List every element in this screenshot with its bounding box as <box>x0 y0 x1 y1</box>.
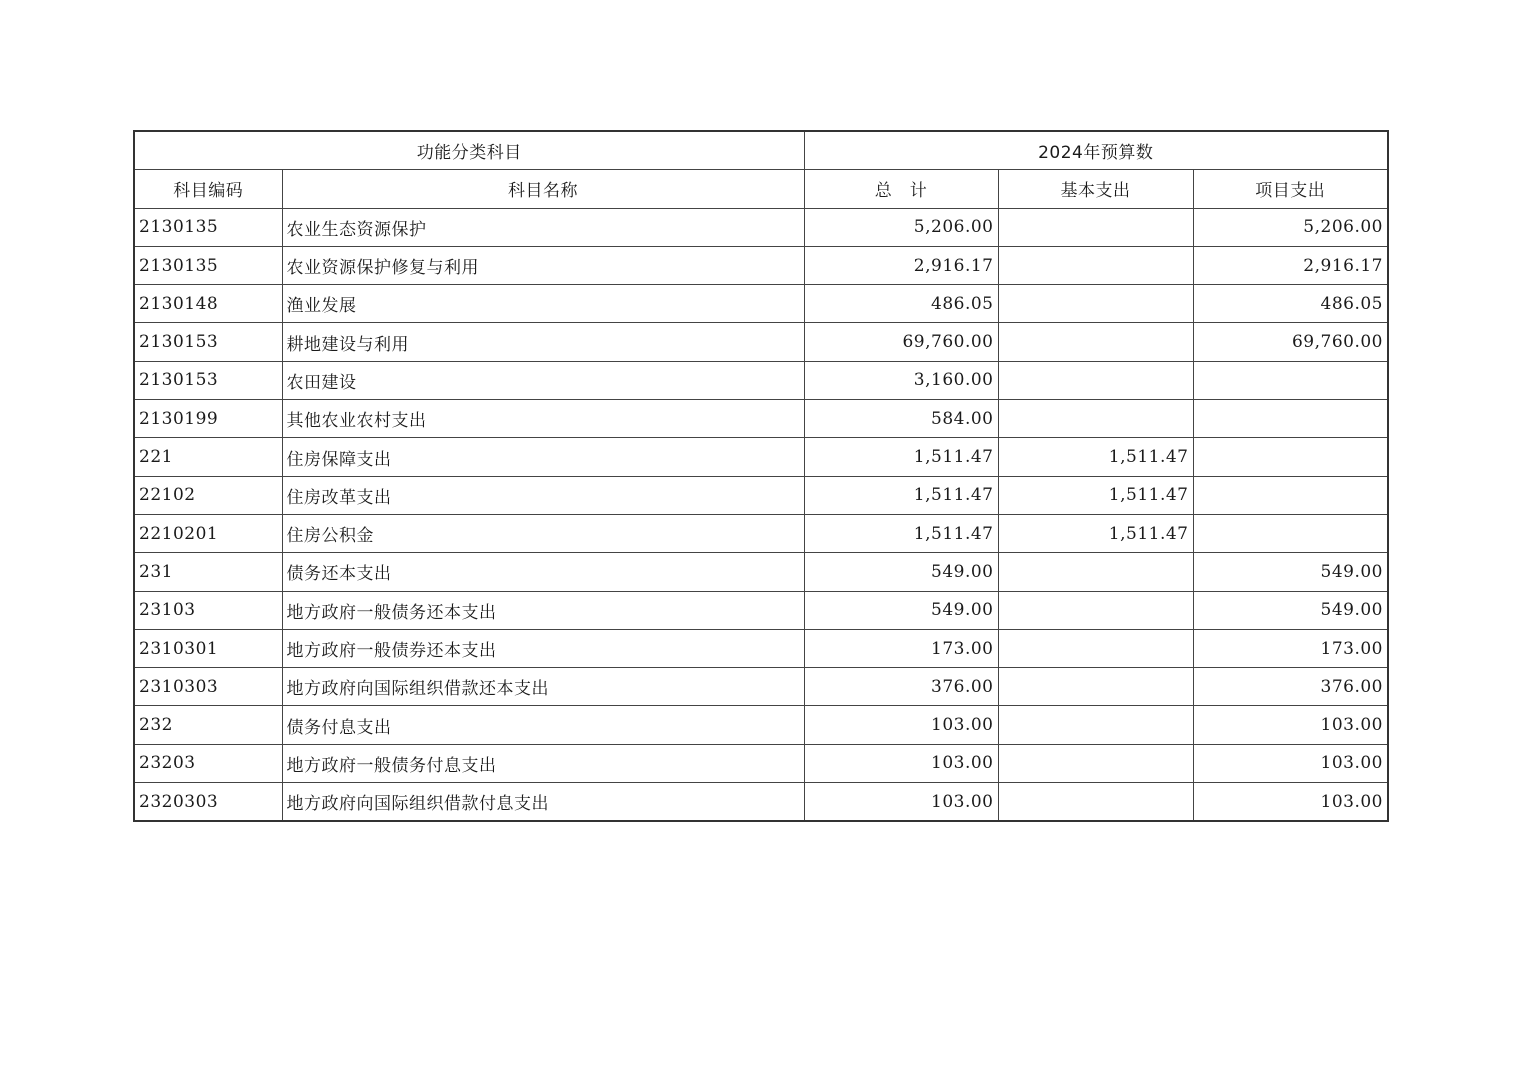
subject-name-cell: 地方政府一般债务付息支出 <box>282 744 804 782</box>
header-basic-expenditure: 基本支出 <box>998 170 1193 208</box>
subject-code-cell: 23203 <box>134 744 282 782</box>
basic-expenditure-cell <box>998 246 1193 284</box>
header-total: 总 计 <box>804 170 998 208</box>
table-row <box>134 438 1388 476</box>
subject-code-cell: 2130148 <box>134 285 282 323</box>
basic-expenditure-cell <box>998 783 1193 822</box>
basic-expenditure-cell <box>998 553 1193 591</box>
table-row <box>134 400 1388 438</box>
subject-code-cell: 2130199 <box>134 400 282 438</box>
subject-name-cell: 住房改革支出 <box>282 476 804 514</box>
basic-expenditure-cell <box>998 323 1193 361</box>
basic-expenditure-cell <box>998 285 1193 323</box>
subject-name-cell: 债务付息支出 <box>282 706 804 744</box>
total-cell: 2,916.17 <box>804 246 998 284</box>
subject-code-cell: 2130153 <box>134 323 282 361</box>
table-row <box>134 668 1388 706</box>
header-subject-name: 科目名称 <box>282 170 804 208</box>
budget-table <box>133 130 1389 822</box>
table-row <box>134 323 1388 361</box>
project-expenditure-cell <box>1193 361 1388 399</box>
project-expenditure-cell <box>1193 476 1388 514</box>
subject-name-cell: 住房公积金 <box>282 514 804 552</box>
subject-code-cell: 2310303 <box>134 668 282 706</box>
header-project-expenditure: 项目支出 <box>1193 170 1388 208</box>
table-row <box>134 629 1388 667</box>
subject-name-cell: 地方政府一般债务还本支出 <box>282 591 804 629</box>
project-expenditure-cell <box>1193 514 1388 552</box>
total-cell: 1,511.47 <box>804 476 998 514</box>
total-cell: 584.00 <box>804 400 998 438</box>
subject-name-cell: 耕地建设与利用 <box>282 323 804 361</box>
table-row <box>134 706 1388 744</box>
basic-expenditure-cell: 1,511.47 <box>998 514 1193 552</box>
total-cell: 103.00 <box>804 744 998 782</box>
subject-name-cell: 农业生态资源保护 <box>282 208 804 246</box>
total-cell: 376.00 <box>804 668 998 706</box>
subject-name-cell: 住房保障支出 <box>282 438 804 476</box>
project-expenditure-cell: 103.00 <box>1193 706 1388 744</box>
total-cell: 486.05 <box>804 285 998 323</box>
basic-expenditure-cell <box>998 400 1193 438</box>
total-cell: 103.00 <box>804 706 998 744</box>
table-row <box>134 208 1388 246</box>
subject-code-cell: 22102 <box>134 476 282 514</box>
total-cell: 3,160.00 <box>804 361 998 399</box>
total-cell: 549.00 <box>804 553 998 591</box>
total-cell: 103.00 <box>804 783 998 822</box>
basic-expenditure-cell: 1,511.47 <box>998 476 1193 514</box>
subject-code-cell: 221 <box>134 438 282 476</box>
project-expenditure-cell: 103.00 <box>1193 744 1388 782</box>
basic-expenditure-cell <box>998 361 1193 399</box>
subject-name-cell: 地方政府向国际组织借款付息支出 <box>282 783 804 822</box>
basic-expenditure-cell: 1,511.47 <box>998 438 1193 476</box>
header-column-row <box>134 170 1388 208</box>
basic-expenditure-cell <box>998 629 1193 667</box>
subject-name-cell: 地方政府一般债券还本支出 <box>282 629 804 667</box>
project-expenditure-cell <box>1193 438 1388 476</box>
header-budget-year: 2024年预算数 <box>804 131 1388 170</box>
basic-expenditure-cell <box>998 744 1193 782</box>
table-row <box>134 783 1388 822</box>
project-expenditure-cell: 5,206.00 <box>1193 208 1388 246</box>
subject-name-cell: 渔业发展 <box>282 285 804 323</box>
subject-name-cell: 农业资源保护修复与利用 <box>282 246 804 284</box>
basic-expenditure-cell <box>998 706 1193 744</box>
table-row <box>134 591 1388 629</box>
project-expenditure-cell: 69,760.00 <box>1193 323 1388 361</box>
subject-name-cell: 其他农业农村支出 <box>282 400 804 438</box>
subject-code-cell: 2130153 <box>134 361 282 399</box>
total-cell: 549.00 <box>804 591 998 629</box>
subject-code-cell: 2130135 <box>134 246 282 284</box>
project-expenditure-cell: 549.00 <box>1193 553 1388 591</box>
project-expenditure-cell: 2,916.17 <box>1193 246 1388 284</box>
project-expenditure-cell: 376.00 <box>1193 668 1388 706</box>
subject-code-cell: 23103 <box>134 591 282 629</box>
total-cell: 1,511.47 <box>804 514 998 552</box>
total-cell: 5,206.00 <box>804 208 998 246</box>
table-row <box>134 744 1388 782</box>
project-expenditure-cell <box>1193 400 1388 438</box>
header-subject-code: 科目编码 <box>134 170 282 208</box>
project-expenditure-cell: 549.00 <box>1193 591 1388 629</box>
subject-code-cell: 231 <box>134 553 282 591</box>
project-expenditure-cell: 103.00 <box>1193 783 1388 822</box>
basic-expenditure-cell <box>998 668 1193 706</box>
table-row <box>134 553 1388 591</box>
subject-name-cell: 债务还本支出 <box>282 553 804 591</box>
total-cell: 1,511.47 <box>804 438 998 476</box>
subject-code-cell: 2210201 <box>134 514 282 552</box>
subject-name-cell: 农田建设 <box>282 361 804 399</box>
subject-code-cell: 2310301 <box>134 629 282 667</box>
header-group-row <box>134 131 1388 170</box>
table-row <box>134 514 1388 552</box>
subject-code-cell: 232 <box>134 706 282 744</box>
basic-expenditure-cell <box>998 591 1193 629</box>
table-row <box>134 246 1388 284</box>
project-expenditure-cell: 486.05 <box>1193 285 1388 323</box>
table-row <box>134 476 1388 514</box>
header-functional-category: 功能分类科目 <box>134 131 804 170</box>
subject-code-cell: 2130135 <box>134 208 282 246</box>
total-cell: 69,760.00 <box>804 323 998 361</box>
project-expenditure-cell: 173.00 <box>1193 629 1388 667</box>
subject-name-cell: 地方政府向国际组织借款还本支出 <box>282 668 804 706</box>
table-row <box>134 285 1388 323</box>
basic-expenditure-cell <box>998 208 1193 246</box>
table-row <box>134 361 1388 399</box>
subject-code-cell: 2320303 <box>134 783 282 822</box>
total-cell: 173.00 <box>804 629 998 667</box>
